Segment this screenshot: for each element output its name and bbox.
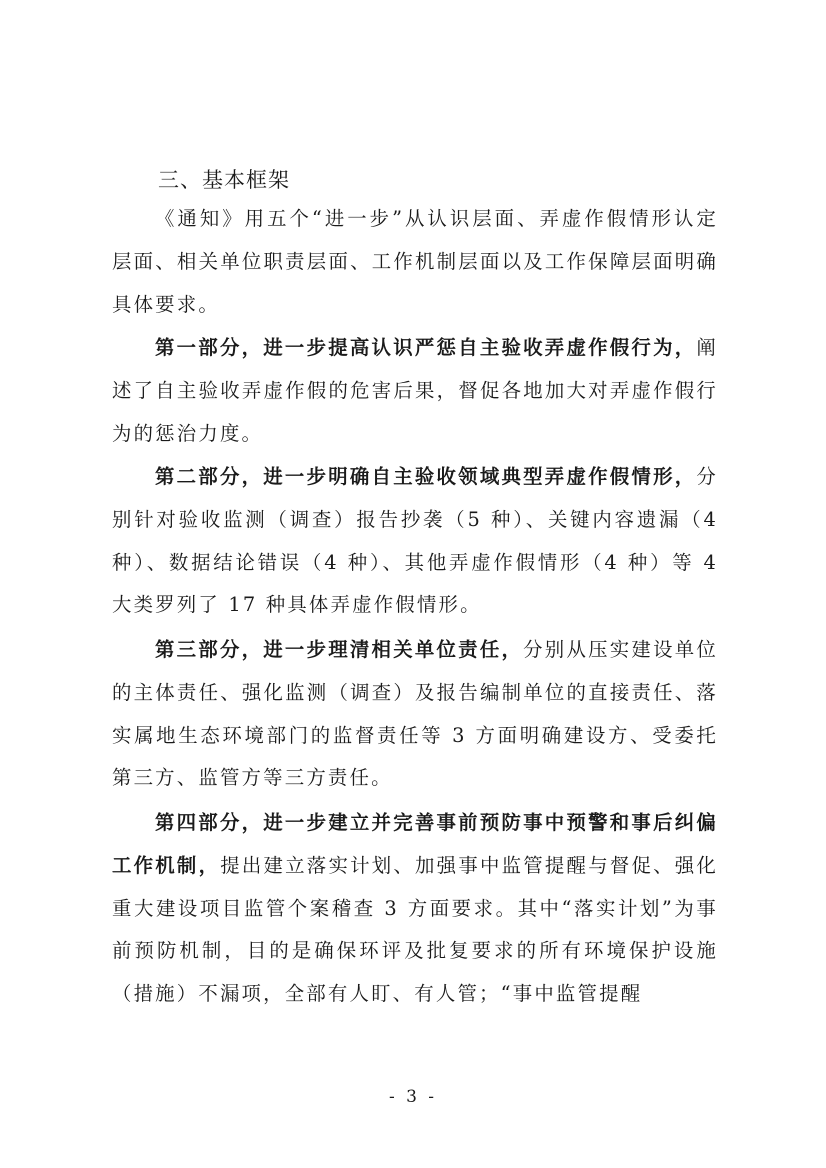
paragraph-lead: 第二部分，进一步明确自主验收领域典型弄虚作假情形， [155,465,697,488]
paragraph-lead: 第四部分，进一步建立并完善事前预防事中预警和事后纠偏工作机制， [112,811,718,877]
paragraph-part-one [112,327,718,455]
paragraph-intro [112,198,718,326]
paragraph-body: 阐述了自主验收弄虚作假的危害后果，督促各地加大对弄虚作假行为的惩治力度。 [112,336,718,445]
paragraph-body: 《通知》用五个“进一步”从认识层面、弄虚作假情形认定层面、相关单位职责层面、工作机制层面以及工作保障层面明确具体要求。 [112,207,718,316]
paragraph-lead: 第一部分，进一步提高认识严惩自主验收弄虚作假行为， [155,336,697,359]
paragraph-body: 提出建立落实计划、加强事中监管提醒与督促、强化重大建设项目监管个案稽查 3 方面要求。其中“落实计划”为事前预防机制，目的是确保环评及批复要求的所有环境保护设施（措施）不漏项，全部有人盯、有人管；“事中监管提醒 [112,853,719,1006]
paragraph-part-two [112,456,718,627]
paragraph-part-four [112,802,718,1016]
paragraph-part-three [112,629,718,800]
page-number: - 3 - [388,1087,438,1107]
section-heading: 三、基本框架 [158,168,290,192]
paragraph-lead: 第三部分，进一步理清相关单位责任， [155,638,524,661]
paragraph-body: 分别针对验收监测（调查）报告抄袭（5 种）、关键内容遗漏（4 种）、数据结论错误（4 种）、其他弄虚作假情形（4 种）等 4 大类罗列了 17 种具体弄虚作假情形。 [112,465,718,617]
paragraph-body: 分别从压实建设单位的主体责任、强化监测（调查）及报告编制单位的直接责任、落实属地生态环境部门的监督责任等 3 方面明确建设方、受委托第三方、监管方等三方责任。 [112,638,718,790]
